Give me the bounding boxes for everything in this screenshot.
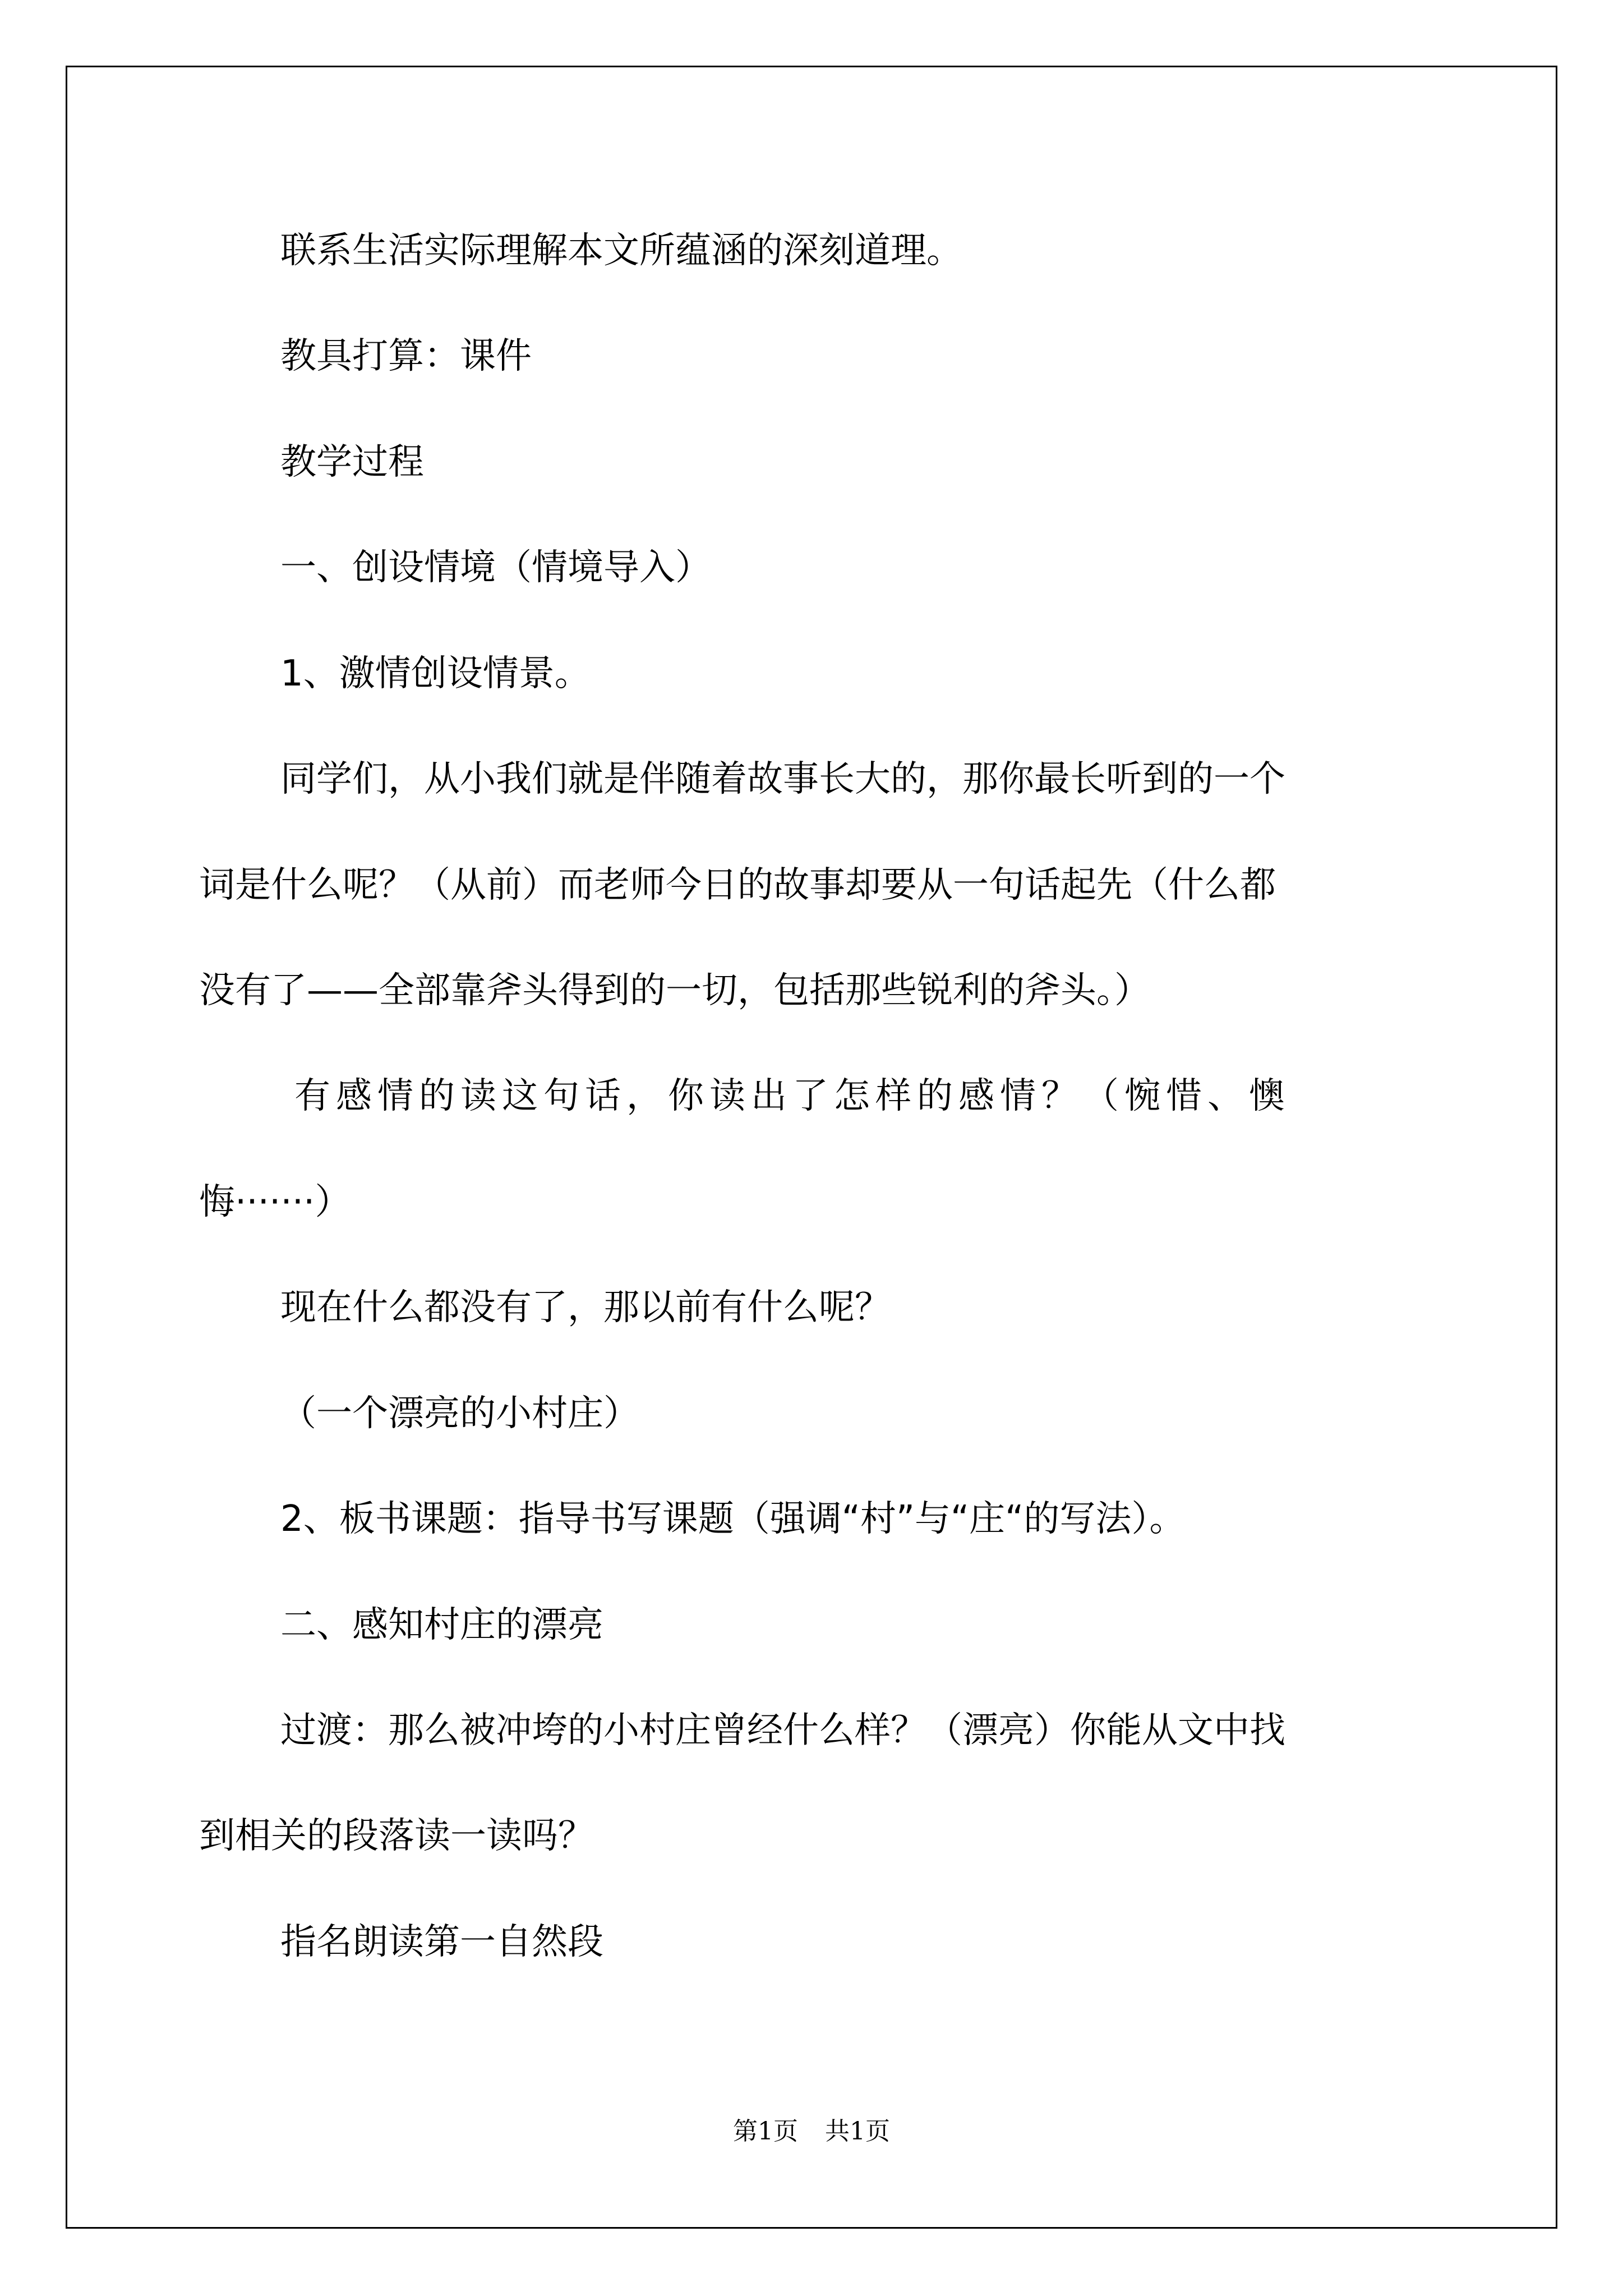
paragraph-line: （一个漂亮的小村庄） <box>280 1393 639 1434</box>
paragraph-line: 没有了——全部靠斧头得到的一切，包括那些锐利的斧头。） <box>199 970 1150 1011</box>
page-total: 共1页 <box>825 2117 890 2146</box>
paragraph-line: 悔·······） <box>199 1181 351 1223</box>
page-footer <box>0 2116 1623 2147</box>
paragraph-line: 2、板书课题：指导书写课题（强调“村”与“庄“的写法）。 <box>280 1498 1186 1540</box>
paragraph-line: 同学们，从小我们就是伴随着故事长大的，那你最长听到的一个 <box>280 758 1285 800</box>
page-number: 第1页 <box>733 2117 798 2146</box>
paragraph-line: 过渡：那么被冲垮的小村庄曾经什么样？（漂亮）你能从文中找 <box>280 1710 1285 1751</box>
paragraph-line: 教具打算：课件 <box>280 335 532 377</box>
paragraph-line: 到相关的段落读一读吗？ <box>199 1815 594 1857</box>
section-heading: 教学过程 <box>280 441 424 483</box>
paragraph-line: 有感情的读这句话，你读出了怎样的感情？（惋惜、懊 <box>294 1075 1290 1117</box>
page-border <box>66 66 1557 2229</box>
paragraph-line: 词是什么呢？（从前）而老师今日的故事却要从一句话起先（什么都 <box>199 864 1276 906</box>
paragraph-line: 1、激情创设情景。 <box>280 653 591 694</box>
section-heading: 二、感知村庄的漂亮 <box>280 1604 603 1646</box>
section-heading: 一、创设情境（情境导入） <box>280 547 711 588</box>
paragraph-line: 现在什么都没有了，那以前有什么呢？ <box>280 1287 891 1328</box>
paragraph-line: 联系生活实际理解本文所蕴涵的深刻道理。 <box>280 230 962 272</box>
paragraph-line: 指名朗读第一自然段 <box>280 1921 603 1963</box>
